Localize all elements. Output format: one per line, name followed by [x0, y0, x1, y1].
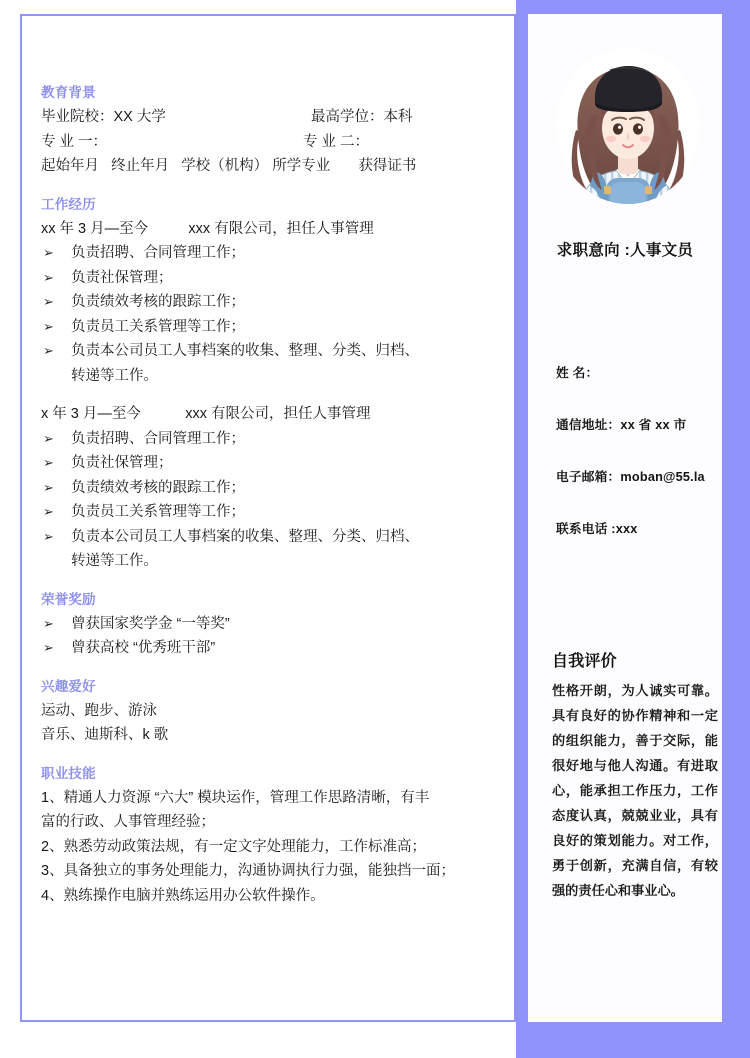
duty-text: 负责社保管理； — [71, 269, 173, 286]
list-item — [41, 476, 496, 501]
list-item — [41, 266, 496, 291]
work-job-2 — [41, 402, 496, 574]
job-period-company: xx 年 3 月—至今 xxx 有限公司，担任人事管理 — [41, 220, 374, 237]
section-honors — [41, 591, 496, 661]
job-objective: 求职意向 :人事文员 — [556, 242, 694, 259]
section-work-experience — [41, 196, 496, 574]
work-gap — [41, 388, 496, 402]
avatar — [548, 40, 708, 208]
bullet-arrow-icon: ➢ — [43, 640, 54, 655]
list-item — [41, 636, 496, 661]
bullet-arrow-icon: ➢ — [43, 430, 54, 446]
duty-text: 负责员工关系管理等工作； — [71, 318, 245, 335]
contact-block — [556, 362, 726, 570]
graduate-school: 毕业院校：XX 大学 — [41, 109, 166, 125]
list-item — [41, 451, 496, 476]
list-item — [41, 427, 496, 452]
contact-email: 电子邮箱：moban@55.la — [556, 470, 705, 484]
section-self-evaluation — [552, 648, 718, 903]
skill-line: 4、熟练操作电脑并熟练运用办公软件操作。 — [41, 887, 325, 904]
education-table-header: 起始年月 终止年月 学校（机构） 所学专业 获得证书 — [41, 158, 417, 174]
job-duty-list — [41, 427, 496, 574]
skill-line: 2、熟悉劳动政策法规，有一定文字处理能力，工作标准高； — [41, 838, 427, 855]
duty-text: 负责绩效考核的跟踪工作； — [71, 294, 245, 310]
list-item — [41, 290, 496, 315]
education-row — [41, 130, 496, 155]
skill-line: 3、具备独立的事务处理能力，沟通协调执行力强，能独挡一面； — [41, 863, 456, 879]
skill-line: 1、精通人力资源 “六大” 模块运作，管理工作思路清晰，有丰 — [41, 789, 430, 806]
hobbies-heading: 兴趣爱好 — [41, 678, 96, 694]
list-item — [41, 525, 496, 574]
contact-phone: 联系电话 :xxx — [556, 522, 638, 536]
work-heading: 工作经历 — [41, 196, 96, 212]
section-skills — [41, 765, 496, 909]
duty-text: 负责本公司员工人事档案的收集、整理、分类、归档、 — [71, 343, 419, 359]
duty-text: 负责招聘、合同管理工作； — [71, 430, 245, 447]
contact-address: 通信地址：xx 省 xx 市 — [556, 418, 687, 432]
skills-heading: 职业技能 — [41, 765, 96, 781]
hobby-line: 音乐、迪斯科、k 歌 — [41, 727, 169, 743]
bullet-arrow-icon: ➢ — [43, 245, 54, 260]
work-job-1 — [41, 217, 496, 389]
bullet-arrow-icon: ➢ — [43, 455, 54, 470]
duty-text: 负责本公司员工人事档案的收集、整理、分类、归档、 — [71, 528, 419, 545]
left-content — [41, 84, 496, 925]
education-heading: 教育背景 — [41, 85, 96, 100]
avatar-illustration-icon — [548, 40, 708, 208]
honors-list — [41, 612, 496, 661]
contact-name: 姓 名： — [556, 366, 599, 380]
honors-heading: 荣誉奖励 — [41, 591, 96, 607]
bullet-arrow-icon: ➢ — [43, 318, 54, 334]
bullet-arrow-icon: ➢ — [43, 504, 54, 519]
bullet-arrow-icon: ➢ — [43, 343, 54, 358]
list-item — [41, 241, 496, 266]
list-item — [41, 500, 496, 525]
section-education — [41, 84, 496, 179]
job-duty-list — [41, 241, 496, 388]
bullet-arrow-icon: ➢ — [43, 615, 54, 631]
bullet-arrow-icon: ➢ — [43, 269, 54, 285]
duty-text-continued: 转递等工作。 — [71, 553, 158, 569]
duty-text-continued: 转递等工作。 — [71, 367, 158, 384]
job-period-company: x 年 3 月—至今 xxx 有限公司，担任人事管理 — [41, 406, 371, 422]
major-two: 专 业 二： — [303, 133, 370, 150]
bullet-arrow-icon: ➢ — [43, 294, 54, 309]
education-row — [41, 105, 496, 130]
bullet-arrow-icon: ➢ — [43, 479, 54, 495]
hobby-line: 运动、跑步、游泳 — [41, 702, 157, 719]
list-item — [41, 339, 496, 388]
self-evaluation-body: 性格开朗，为人诚实可靠。具有良好的协作精神和一定的组织能力，善于交际，能很好地与他人沟通。有进取心，能承担工作压力，工作态度认真，兢兢业业，具有良好的策划能力。对工作，勇于创新，充满自信，有较强的责任心和事业心。 — [552, 683, 718, 898]
duty-text: 负责招聘、合同管理工作； — [71, 245, 245, 261]
list-item — [41, 315, 496, 340]
bullet-arrow-icon: ➢ — [43, 528, 54, 544]
skill-line: 富的行政、人事管理经验； — [41, 814, 215, 830]
honor-text: 曾获高校 “优秀班干部” — [71, 640, 216, 656]
honor-text: 曾获国家奖学金 “一等奖” — [71, 615, 230, 632]
major-one: 专 业 一： — [41, 133, 108, 150]
duty-text: 负责绩效考核的跟踪工作； — [71, 479, 245, 496]
highest-degree: 最高学位：本科 — [311, 109, 413, 125]
self-evaluation-heading: 自我评价 — [552, 653, 617, 670]
list-item — [41, 612, 496, 637]
section-hobbies — [41, 678, 496, 748]
duty-text: 负责社保管理； — [71, 455, 173, 471]
duty-text: 负责员工关系管理等工作； — [71, 504, 245, 520]
